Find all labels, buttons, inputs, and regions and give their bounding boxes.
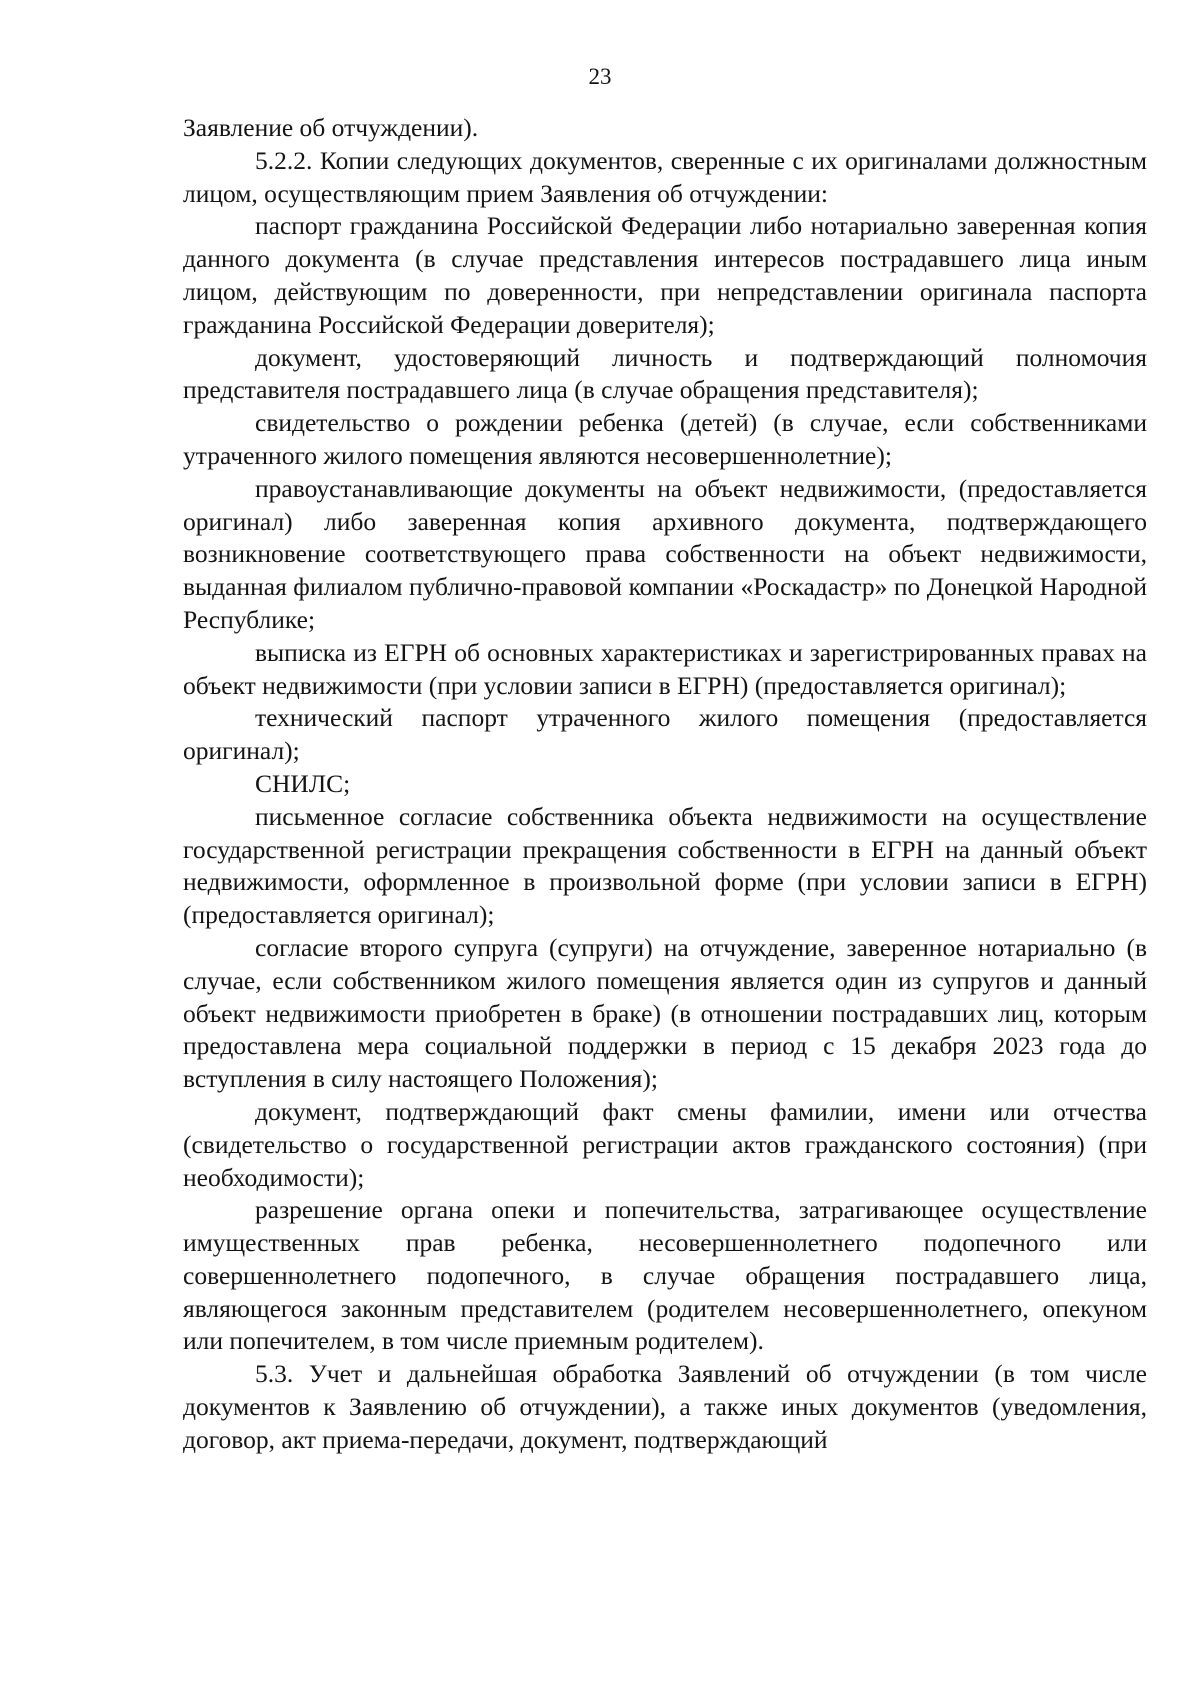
paragraph: 5.2.2. Копии следующих документов, сверенные с их оригиналами должностным лицом, осуществляющим прием Заявления об отчуждении: bbox=[183, 145, 1147, 208]
paragraph: разрешение органа опеки и попечительства, затрагивающее осуществление имущественных прав ребенка, несовершеннолетнего подопечного или совершеннолетнего подопечного, в случае обращения пострадавшего лица, являющегося законным представителем (родителем несовершеннолетнего, опекуном или попечителем, в том числе приемным родителем). bbox=[183, 1195, 1147, 1356]
paragraph: свидетельство о рождении ребенка (детей) (в случае, если собственниками утраченного жилого помещения являются несовершеннолетние); bbox=[183, 408, 1147, 470]
body-text bbox=[183, 112, 1147, 1457]
paragraph: Заявление об отчуждении). bbox=[183, 113, 479, 142]
paragraph: письменное согласие собственника объекта недвижимости на осуществление государственной регистрации прекращения собственности в ЕГРН на данный объект недвижимости, оформленное в произвольной форме (при условии записи в ЕГРН) (предоставляется оригинал); bbox=[183, 801, 1147, 930]
paragraph: документ, удостоверяющий личность и подтверждающий полномочия представителя пострадавшего лица (в случае обращения представителя); bbox=[183, 342, 1147, 405]
paragraph: согласие второго супруга (супруги) на отчуждение, заверенное нотариально (в случае, если собственником жилого помещения является один из супругов и данный объект недвижимости приобретен в браке) (в отношении пострадавших лиц, которым предоставлена мера социальной поддержки в период с 15 декабря 2023 года до вступления в силу настоящего Положения); bbox=[183, 932, 1147, 1094]
paragraph: СНИЛС; bbox=[255, 768, 351, 798]
paragraph: документ, подтверждающий факт смены фамилии, имени или отчества (свидетельство о государственной регистрации актов гражданского состояния) (при необходимости); bbox=[183, 1096, 1147, 1192]
paragraph: правоустанавливающие документы на объект недвижимости, (предоставляется оригинал) либо заверенная копия архивного документа, подтверждающего возникновение соответствующего права собственности на объект недвижимости, выданная филиалом публично-правовой компании «Роскадастр» по Донецкой Народной Республике; bbox=[183, 473, 1147, 634]
paragraph: паспорт гражданина Российской Федерации либо нотариально заверенная копия данного документа (в случае представления интересов пострадавшего лица иным лицом, действующим по доверенности, при непредставлении оригинала паспорта гражданина Российской Федерации доверителя); bbox=[183, 211, 1147, 339]
paragraph: технический паспорт утраченного жилого помещения (предоставляется оригинал); bbox=[183, 703, 1147, 766]
page-number: 23 bbox=[588, 64, 612, 89]
paragraph: 5.3. Учет и дальнейшая обработка Заявлений об отчуждении (в том числе документов к Заявлению об отчуждении), а также иных документов (уведомления, договор, акт приема-передачи, документ, подтверждающий bbox=[183, 1359, 1147, 1454]
paragraph: выписка из ЕГРН об основных характеристиках и зарегистрированных правах на объект недвижимости (при условии записи в ЕГРН) (предоставляется оригинал); bbox=[183, 637, 1147, 700]
